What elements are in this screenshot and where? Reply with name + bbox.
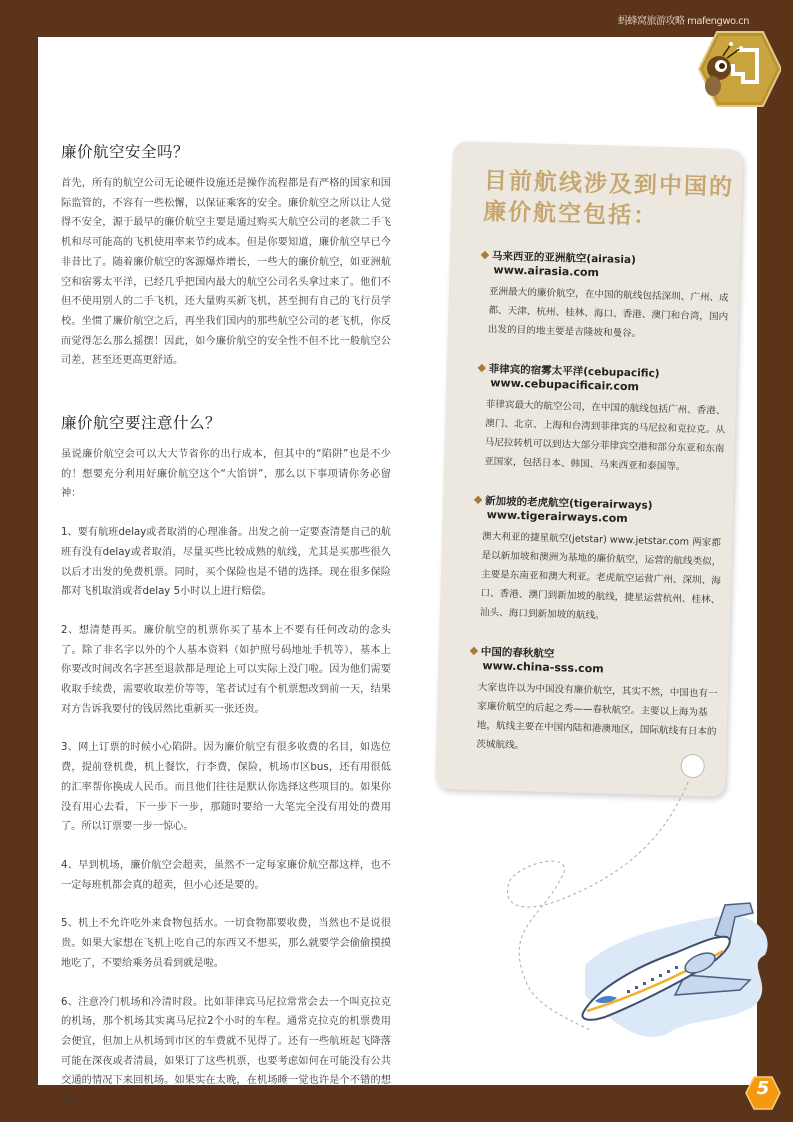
- tip-item: 5、机上不允许吃外来食物包括水。一切食物都要收费，当然也不是说很贵。如果大家想在飞机上吃自己的东西又不想买，那么就要学会偷偷摸摸地吃了，不要给乘务员看到就是啦。: [61, 918, 391, 969]
- page-number: 5: [756, 1078, 770, 1099]
- tip-item: 1、要有航班delay或者取消的心理准备。出发之前一定要查清楚自己的航班有没有delay或者取消，尽量买些比较成熟的航线，尤其是买那些很久以后才出发的免费机票。同时，买个保险也是不错的选择。现在很多保险都对飞机取消或者delay 5小时以上进行赔偿。: [61, 527, 391, 598]
- tip-item: 6、注意冷门机场和冷清时段。比如菲律宾马尼拉常常会去一个叫克拉克的机场，那个机场其实离马尼拉2个小时的车程。通常克拉克的机票费用会便宜，但加上从机场到市区的车费就不见得了。还有一些航班起飞降落可能在深夜或者清晨，如果订了这些机票，也要考虑如何在可能没有公共交通的情况下来回机场。如果实在太晚，在机场睡一觉也许是个不错的想法。: [61, 996, 391, 1107]
- tip-item: 3、网上订票的时候小心陷阱。因为廉价航空有很多收费的名目，如选位费，提前登机费，机上餐饮，行李费，保险，机场市区bus，还有用很低的汇率帮你换成人民币。而且他们往往是默认你选择这些项目的。如果你没有用心去看，下一步下一步，那随时要给一大笔完全没有用处的费用了。所以订票要一步一惊心。: [61, 742, 391, 833]
- airline-url[interactable]: www.cebupacificair.com: [490, 376, 640, 394]
- airline-url[interactable]: www.tigerairways.com: [486, 508, 628, 526]
- tips-intro: 虽说廉价航空会可以大大节省你的出行成本，但其中的“陷阱”也是不少的！想要充分利用好廉价航空这个“大馅饼”，那么以下事项请你务必留神：: [61, 449, 391, 500]
- section-body-safety: 首先，所有的航空公司无论硬件设施还是操作流程都是有严格的国家和国际监管的，不容有一些松懈，以保证乘客的安全。廉价航空之所以让人觉得不安全，源于最早的廉价航空主要是通过购买大航空公司的老款二手飞机和尽可能高的飞机使用率来节约成本。但是你要知道，廉价航空早已今非昔比了。随着廉价航空的客源爆炸增长，一些大的廉价航空，如亚洲航空和宿雾太平洋，已经几乎把国内最大的航空公司名头拿过来了。他们不但不使用别人的二手飞机，还大量购买新飞机，甚至拥有自己的飞行员学校。坐惯了廉价航空之后，再坐我们国内的那些航空公司的老飞机，你反而觉得怎么那么摇摆！因此，如今廉价航空的安全性不但不比一般航空公司差，甚至还更高更舒适。: [61, 178, 391, 367]
- airline-url[interactable]: www.china-sss.com: [482, 659, 604, 676]
- card-title: 目前航线涉及到中国的廉价航空包括：: [482, 167, 735, 230]
- airline-desc: 亚洲最大的廉价航空，在中国的航线包括深圳、广州、成都、天津、杭州、桂林、海口、香港、澳门和台湾，国内出发的目的地主要是吉隆坡和曼谷。: [487, 286, 729, 340]
- airplane-illustration-icon: [575, 895, 775, 1045]
- airline-name: 马来西亚的亚洲航空(airasia): [491, 250, 636, 267]
- airline-desc: 澳大利亚的捷星航空(jetstar) www.jetstar.com 两家都是以新加坡和澳洲为基地的廉价航空，运营的航线类似，主要是东南亚和澳大利亚。老虎航空运营广州、深圳、海口、香港、澳门到新加坡的航线，捷星运营杭州、桂林、汕头、海口到新加坡的航线。: [479, 531, 722, 622]
- section-title-safety: 廉价航空安全吗？: [61, 143, 190, 161]
- airline-name: 中国的春秋航空: [480, 646, 555, 661]
- airline-desc: 菲律宾最大的航空公司，在中国的航线包括广州、香港、澳门、北京、上海和台湾到菲律宾的马尼拉和克拉克。从马尼拉转机可以到达大部分菲律宾空港和部分东亚和东南亚国家，包括日本、韩国、马来西亚和泰国等。: [484, 399, 726, 473]
- tip-item: 2、想清楚再买。廉价航空的机票你买了基本上不要有任何改动的念头了。除了非名字以外的个人基本资料（如护照号码地址手机等），基本上你要改时间改名字甚至退款都是理论上可以实际上没门啦。因为他们需要收取手续费，需要收取差价等等，笔者试过有个机票想改到前一天，结果对方告诉我要付的钱居然比重新买一张还贵。: [61, 624, 391, 715]
- tip-item: 4、早到机场，廉价航空会超卖，虽然不一定每家廉价航空都这样，也不一定每班机都会真的超卖，但小心还是要的。: [61, 859, 391, 891]
- airline-desc: 大家也许以为中国没有廉价航空，其实不然，中国也有一家廉价航空的后起之秀——春秋航空。主要以上海为基地，航线主要在中国内陆和港澳地区，国际航线有日本的茨城航线。: [476, 681, 718, 752]
- airline-name: 新加坡的老虎航空(tigerairways): [484, 495, 653, 512]
- site-header-text: 蚂蜂窝旅游攻略 mafengwo.cn: [617, 16, 749, 27]
- section-title-tips: 廉价航空要注意什么？: [61, 414, 222, 433]
- airline-name: 菲律宾的宿雾太平洋(cebupacific): [488, 363, 660, 380]
- airline-url[interactable]: www.airasia.com: [493, 263, 600, 280]
